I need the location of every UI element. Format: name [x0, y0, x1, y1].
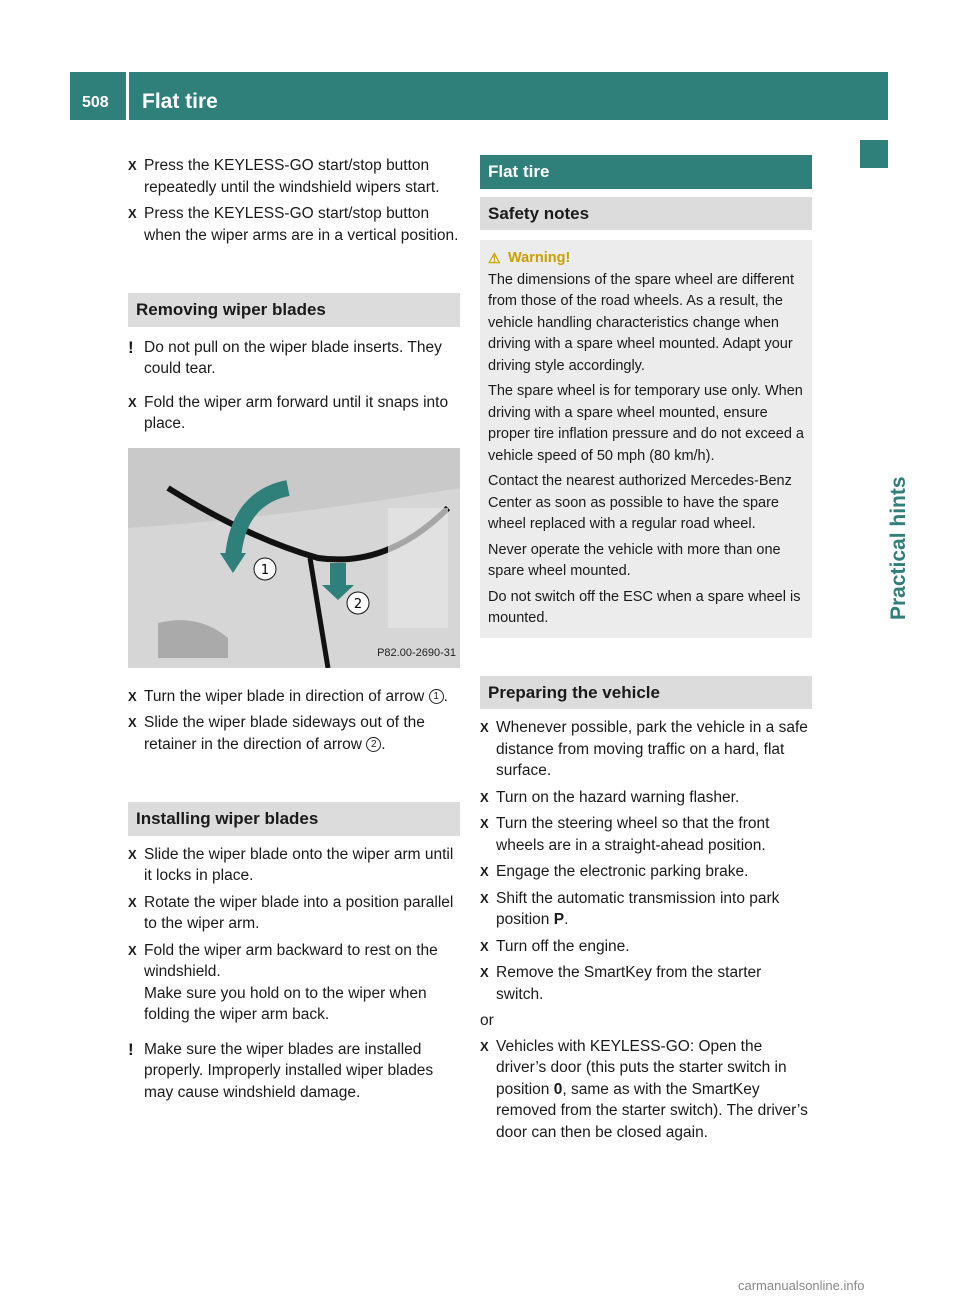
step-item: X Engage the electronic parking brake.	[480, 861, 812, 883]
caution-icon: !	[128, 1039, 134, 1059]
svg-text:2: 2	[353, 596, 363, 612]
step-arrow-icon: X	[128, 206, 137, 221]
step-item: X Rotate the wiper blade into a position parallel to the wiper arm.	[128, 893, 454, 932]
flat-tire-section-title: Flat tire	[480, 155, 812, 189]
step-arrow-icon: X	[128, 715, 137, 730]
step-arrow-icon: X	[128, 158, 137, 173]
step-item: X Slide the wiper blade onto the wiper arm until it locks in place.	[128, 845, 454, 884]
step-item: X Remove the SmartKey from the starter switch.	[480, 964, 762, 1003]
step-arrow-icon: X	[480, 965, 489, 980]
sidebar-tab	[860, 140, 888, 168]
step-item: X Press the KEYLESS-GO start/stop button repeatedly until the windshield wipers start.	[128, 157, 440, 196]
warning-text: The spare wheel is for temporary use only. When driving with a spare wheel mounted, ensure proper tire inflation pressure and do not exceed a vehicle speed of 50 mph (80 km/h).	[488, 383, 804, 464]
arrow-1-marker: 1	[429, 689, 444, 704]
removing-heading: Removing wiper blades	[128, 293, 460, 327]
left-column	[128, 155, 460, 1103]
arrow-2-marker: 2	[366, 737, 381, 752]
preparing-heading: Preparing the vehicle	[480, 676, 812, 710]
step-item: X Turn the wiper blade in direction of arrow 1 .	[128, 686, 460, 708]
warning-text: The dimensions of the spare wheel are different from those of the road wheels. As a result, the vehicle handling characteristics change when driving with a spare wheel mounted. Adapt your driving style accordingly.	[488, 271, 795, 374]
step-arrow-icon: X	[128, 846, 137, 862]
installing-note: ! Make sure the wiper blades are installed properly. Improperly installed wiper blades may cause windshield damage.	[128, 1039, 434, 1101]
caution-icon: !	[128, 337, 134, 357]
step-item: X Vehicles with KEYLESS-GO: Open the driver’s door (this puts the starter switch in position 0, same as with the SmartKey removed from the starter switch). The driver’s door can then be closed again.	[480, 1037, 808, 1141]
step-item: X Slide the wiper blade sideways out of the retainer in the direction of arrow 2 .	[128, 714, 425, 753]
wiper-illustration	[128, 448, 460, 668]
step-arrow-icon: X	[128, 688, 137, 704]
step-arrow-icon: X	[480, 789, 489, 805]
step-item: X Turn off the engine.	[480, 936, 812, 958]
or-text: or	[480, 1012, 494, 1029]
sidebar-label: Practical hints	[887, 476, 910, 620]
page-header	[70, 72, 888, 120]
step-item: X Fold the wiper arm forward until it snaps into place.	[128, 393, 449, 432]
installing-heading: Installing wiper blades	[128, 802, 460, 836]
header-title: Flat tire	[142, 90, 218, 113]
step-arrow-icon: X	[480, 1038, 489, 1054]
header-divider	[126, 72, 129, 120]
removing-note: ! Do not pull on the wiper blade inserts. They could tear.	[128, 337, 442, 377]
warning-text: Do not switch off the ESC when a spare wheel is mounted.	[488, 588, 801, 626]
step-arrow-icon: X	[128, 942, 137, 958]
step-item: X Press the KEYLESS-GO start/stop button when the wiper arms are in a vertical position.	[128, 205, 459, 244]
step-arrow-icon: X	[128, 894, 137, 910]
step-item: X Turn on the hazard warning flasher.	[480, 787, 812, 809]
step-arrow-icon: X	[480, 938, 489, 954]
right-column	[480, 155, 812, 1148]
step-arrow-icon: X	[480, 890, 489, 906]
step-arrow-icon: X	[128, 394, 137, 410]
step-arrow-icon: X	[480, 720, 489, 735]
step-item: X Fold the wiper arm backward to rest on the windshield. Make sure you hold on to the wiper when folding the wiper arm back.	[128, 941, 438, 1023]
safety-heading: Safety notes	[480, 197, 812, 231]
step-item: X Shift the automatic transmission into park position P.	[480, 889, 780, 928]
svg-text:1: 1	[260, 562, 270, 578]
watermark: carmanualsonline.info	[738, 1278, 865, 1293]
warning-title: ⚠ Warning!	[488, 248, 804, 270]
step-item: X Turn the steering wheel so that the front wheels are in a straight-ahead position.	[480, 815, 770, 854]
warning-box	[480, 240, 812, 638]
step-arrow-icon: X	[480, 864, 489, 879]
wiper-photo	[128, 448, 460, 668]
page-number: 508	[82, 94, 109, 111]
warning-text: Contact the nearest authorized Mercedes-Benz Center as soon as possible to have the spare wheel replaced with a regular road wheel.	[488, 473, 792, 532]
photo-code: P82.00-2690-31	[377, 647, 456, 659]
step-item: X Whenever possible, park the vehicle in a safe distance from moving traffic on a hard, flat surface.	[480, 719, 808, 779]
warning-triangle-icon: ⚠	[488, 250, 501, 266]
step-arrow-icon: X	[480, 816, 489, 831]
warning-text: Never operate the vehicle with more than one spare wheel mounted.	[488, 541, 781, 579]
